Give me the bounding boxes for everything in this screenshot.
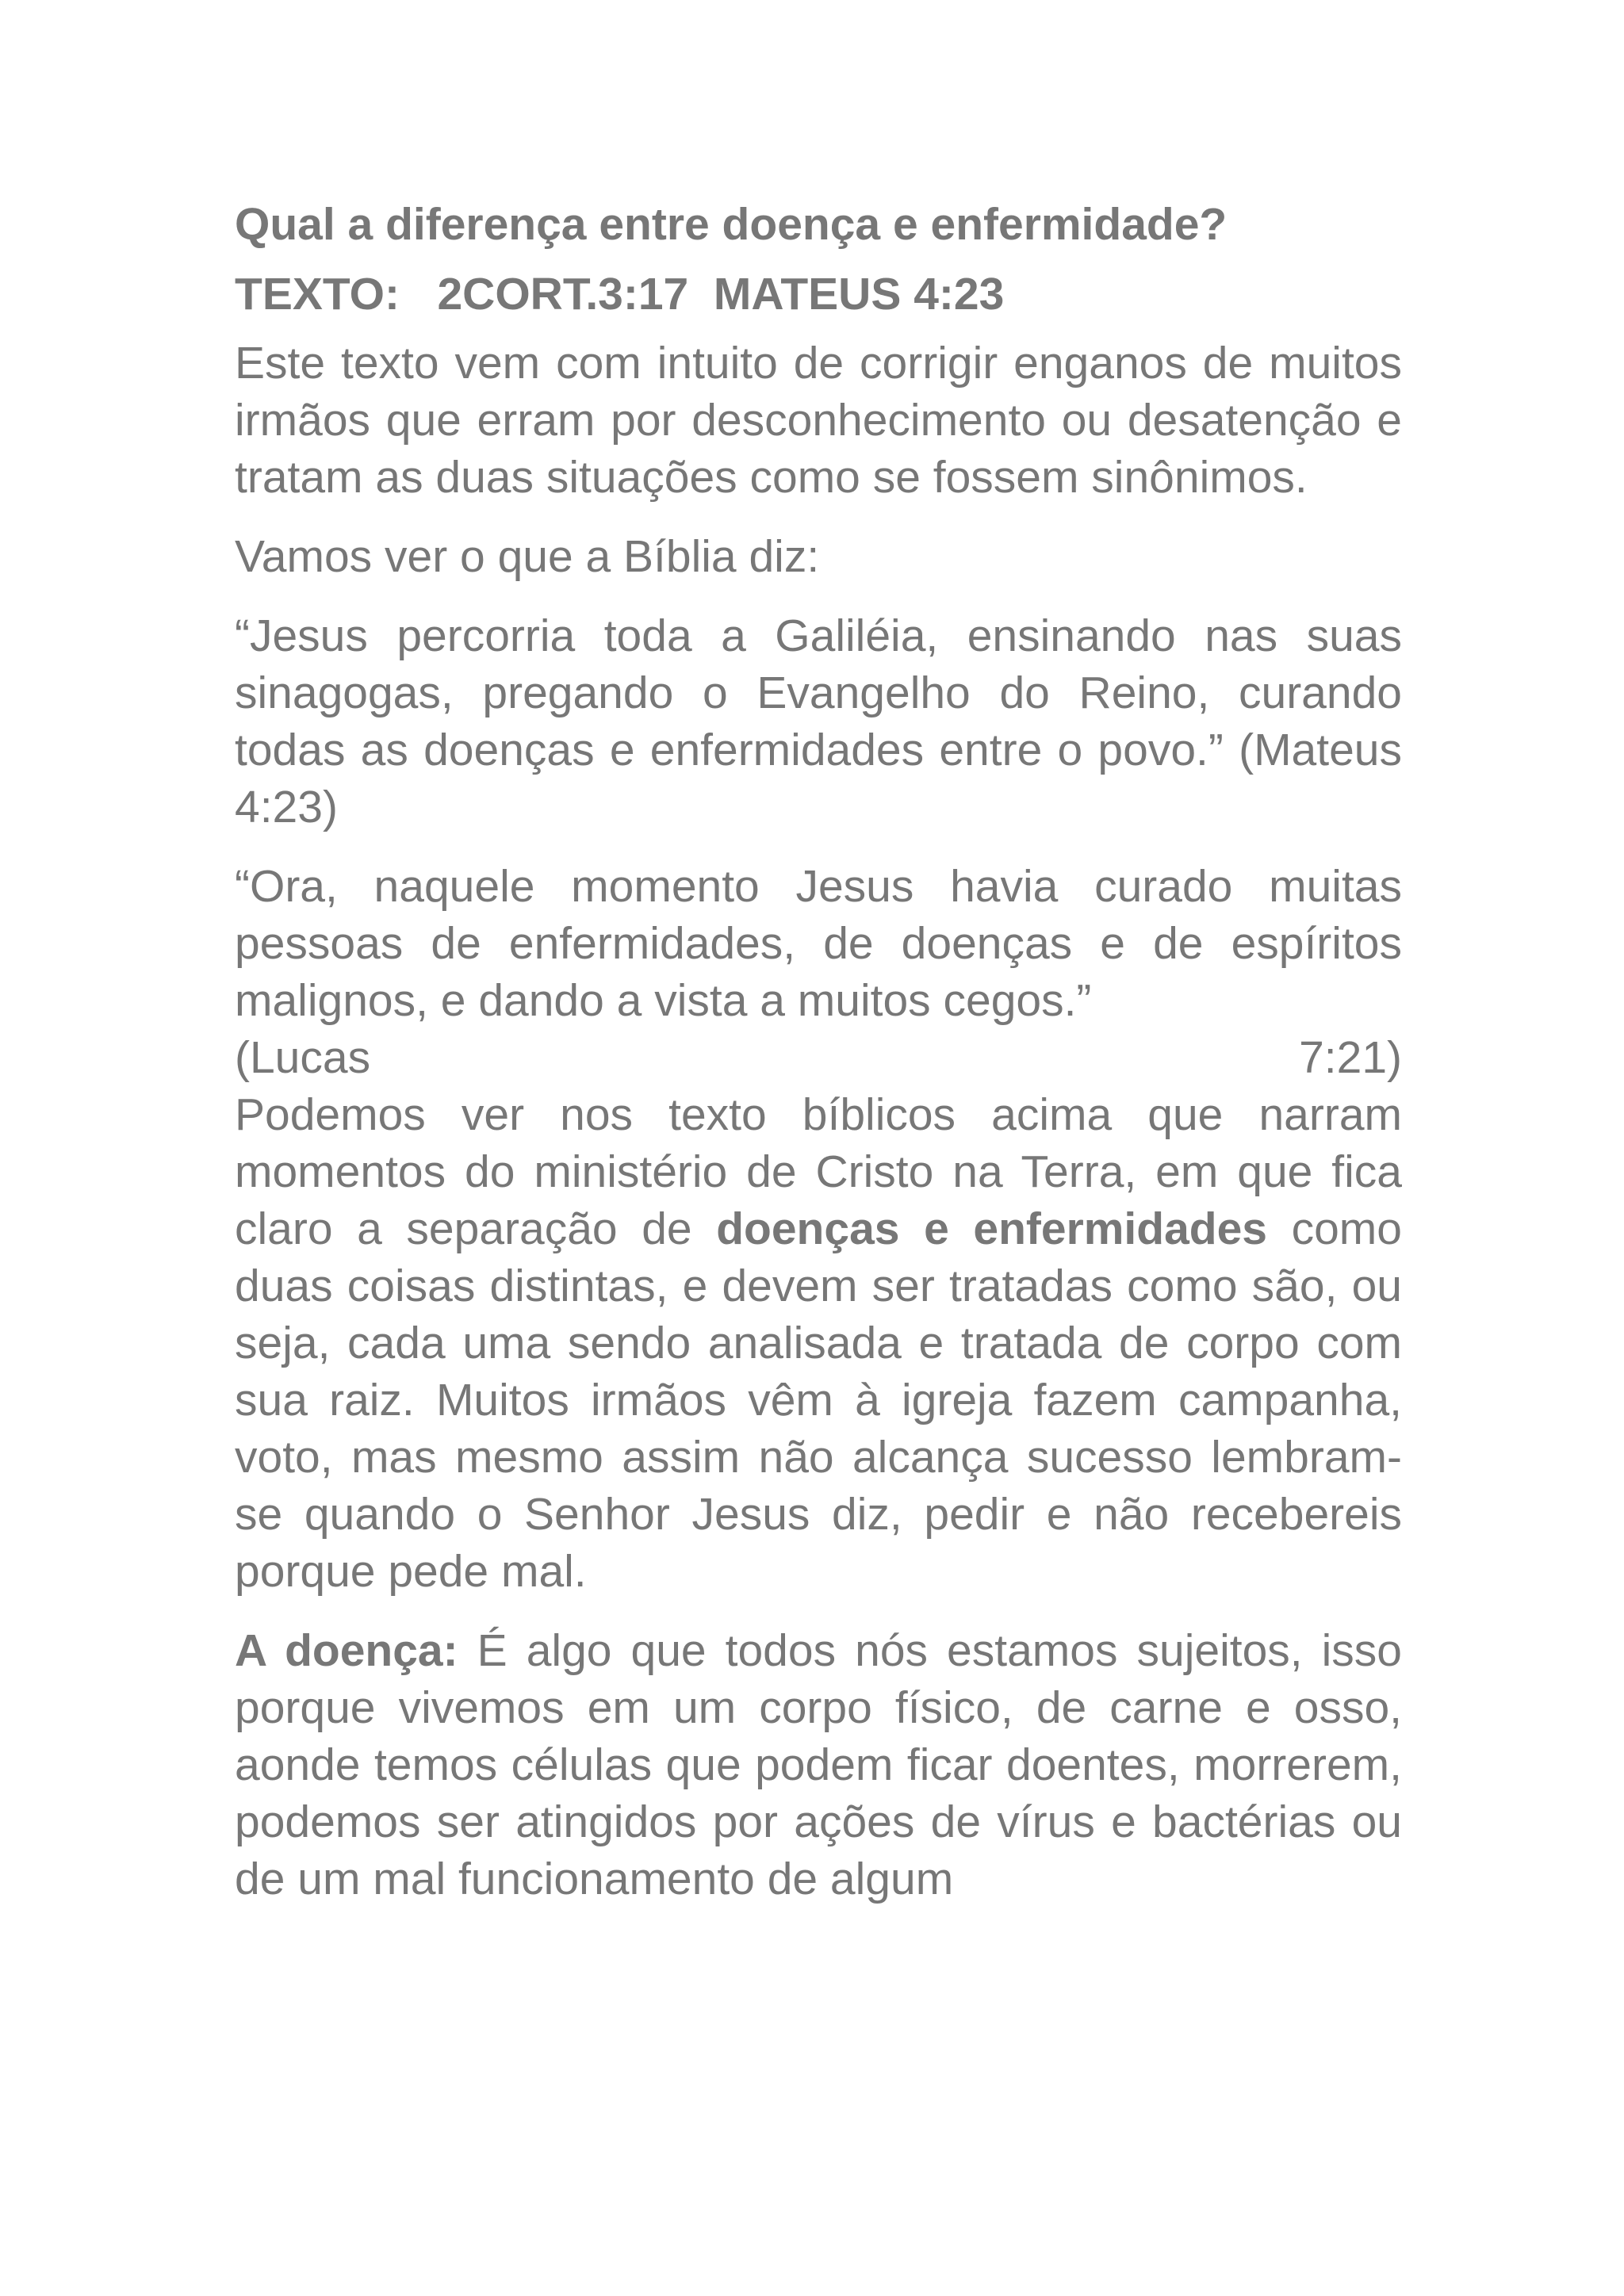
quote-lucas-reference bbox=[235, 1029, 1402, 1086]
quote-lucas: “Ora, naquele momento Jesus havia curado muitas pessoas de enfermidades, de doenças e de espíritos malignos, e dando a vista a muitos cegos.” bbox=[235, 861, 1402, 1026]
quote-lucas-ref-book: (Lucas bbox=[235, 1032, 371, 1083]
doenca-label: A doença: bbox=[235, 1625, 458, 1676]
body-text-part1: Podemos ver nos texto bíblicos acima que narram momentos do ministério de Cristo na Terra, em que fica claro a separação de bbox=[235, 1089, 1402, 1254]
doenca-paragraph bbox=[235, 1622, 1402, 1908]
quote-lucas-ref-verse: 7:21) bbox=[1299, 1032, 1402, 1083]
intro-paragraph: Este texto vem com intuito de corrigir enganos de muitos irmãos que erram por desconhecimento ou desatenção e tratam as duas situações como se fossem sinônimos. bbox=[235, 338, 1402, 503]
scripture-reference: TEXTO: 2CORT.3:17 MATEUS 4:23 bbox=[235, 269, 1005, 320]
body-bold-phrase: doenças e enfermidades bbox=[716, 1203, 1268, 1254]
lead-paragraph: Vamos ver o que a Bíblia diz: bbox=[235, 531, 820, 582]
body-text-part2: como duas coisas distintas, e devem ser tratadas como são, ou seja, cada uma sendo analisada e tratada de corpo com sua raiz. Muitos irmãos vêm à igreja fazem campanha, voto, mas mesmo assim não alcança sucesso lembram-se quando o Senhor Jesus diz, pedir e não recebereis porque pede mal. bbox=[235, 1203, 1402, 1597]
quote-mateus: “Jesus percorria toda a Galiléia, ensinando nas suas sinagogas, pregando o Evangelho do Reino, curando todas as doenças e enfermidades entre o povo.” (Mateus 4:23) bbox=[235, 610, 1402, 832]
body-paragraph bbox=[235, 1086, 1402, 1600]
doenca-text: É algo que todos nós estamos sujeitos, isso porque vivemos em um corpo físico, de carne e osso, aonde temos células que podem ficar doentes, morrerem, podemos ser atingidos por ações de vírus e bactérias ou de um mal funcionamento de algum bbox=[235, 1625, 1402, 1904]
document-title: Qual a diferença entre doença e enfermidade? bbox=[235, 199, 1228, 250]
quote-lucas-block bbox=[235, 858, 1402, 1086]
document-page bbox=[235, 195, 1402, 1930]
